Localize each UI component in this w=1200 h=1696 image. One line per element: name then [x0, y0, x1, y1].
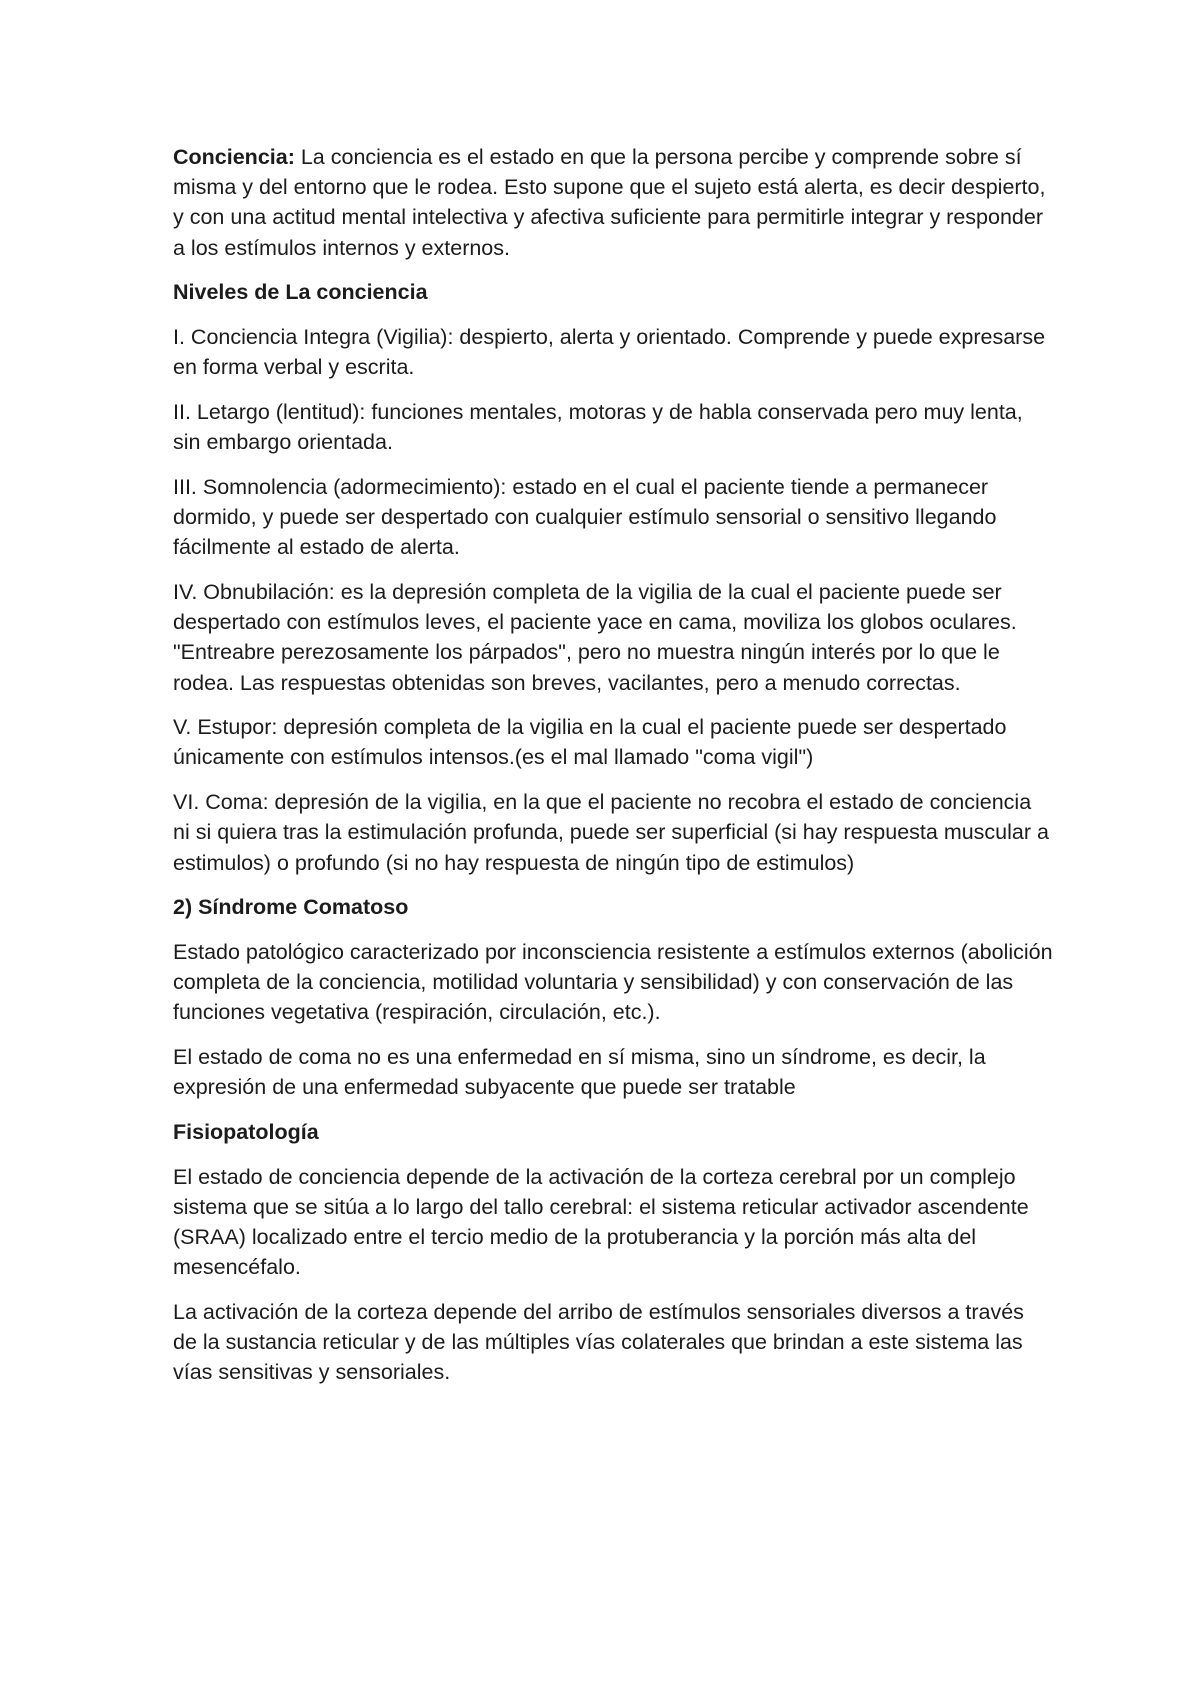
syndrome-paragraph-1: Estado patológico caracterizado por inconsciencia resistente a estímulos externos (abolición completa de la conciencia, motilidad voluntaria y sensibilidad) y con conservación de las funciones vegetativa (respiración, circulación, etc.). [173, 939, 1053, 1025]
intro-label: Conciencia: [173, 145, 295, 169]
intro-text: La conciencia es el estado en que la persona percibe y comprende sobre sí misma y del entorno que le rodea. Esto supone que el sujeto está alerta, es decir despierto, y con una actitud mental intelectiva y afectiva suficiente para permitirle integrar y responder a los estímulos internos y externos. [173, 145, 1046, 260]
levels-heading: Niveles de La conciencia [173, 280, 428, 305]
level-item-1: I. Conciencia Integra (Vigilia): despierto, alerta y orientado. Comprende y puede expresarse en forma verbal y escrita. [173, 325, 1046, 380]
document-page [173, 142, 1053, 1402]
physiopathology-paragraph-1: El estado de conciencia depende de la activación de la corteza cerebral por un complejo sistema que se sitúa a lo largo del tallo cerebral: el sistema reticular activador ascendente (SRAA) localizado entre el tercio medio de la protuberancia y la porción más alta del mesencéfalo. [173, 1164, 1029, 1280]
syndrome-heading: 2) Síndrome Comatoso [173, 895, 409, 920]
physiopathology-heading: Fisiopatología [173, 1119, 319, 1144]
level-item-3: III. Somnolencia (adormecimiento): estado en el cual el paciente tiende a permanecer dormido, y puede ser despertado con cualquier estímulo sensorial o sensitivo llegando fácilmente al estado de alerta. [173, 474, 997, 560]
level-item-6: VI. Coma: depresión de la vigilia, en la que el paciente no recobra el estado de conciencia ni si quiera tras la estimulación profunda, puede ser superficial (si hay respuesta muscular a estimulos) o profundo (si no hay respuesta de ningún tipo de estimulos) [173, 790, 1049, 875]
physiopathology-paragraph-2: La activación de la corteza depende del arribo de estímulos sensoriales diversos a través de la sustancia reticular y de las múltiples vías colaterales que brindan a este sistema las vías sensitivas y sensoriales. [173, 1300, 1024, 1385]
syndrome-paragraph-2: El estado de coma no es una enfermedad en sí misma, sino un síndrome, es decir, la expresión de una enfermedad subyacente que puede ser tratable [173, 1045, 986, 1100]
intro-paragraph [173, 142, 1053, 263]
level-item-2: II. Letargo (lentitud): funciones mentales, motoras y de habla conservada pero muy lenta, sin embargo orientada. [173, 399, 1023, 455]
level-item-5: V. Estupor: depresión completa de la vigilia en la cual el paciente puede ser despertado únicamente con estímulos intensos.(es el mal llamado "coma vigil") [173, 715, 1007, 770]
level-item-4: IV. Obnubilación: es la depresión completa de la vigilia de la cual el paciente puede ser despertado con estímulos leves, el paciente yace en cama, moviliza los globos oculares. "Entreabre perezosamente los párpados", pero no muestra ningún interés por lo que le rodea. Las respuestas obtenidas son breves, vacilantes, pero a menudo correctas. [173, 579, 1017, 695]
